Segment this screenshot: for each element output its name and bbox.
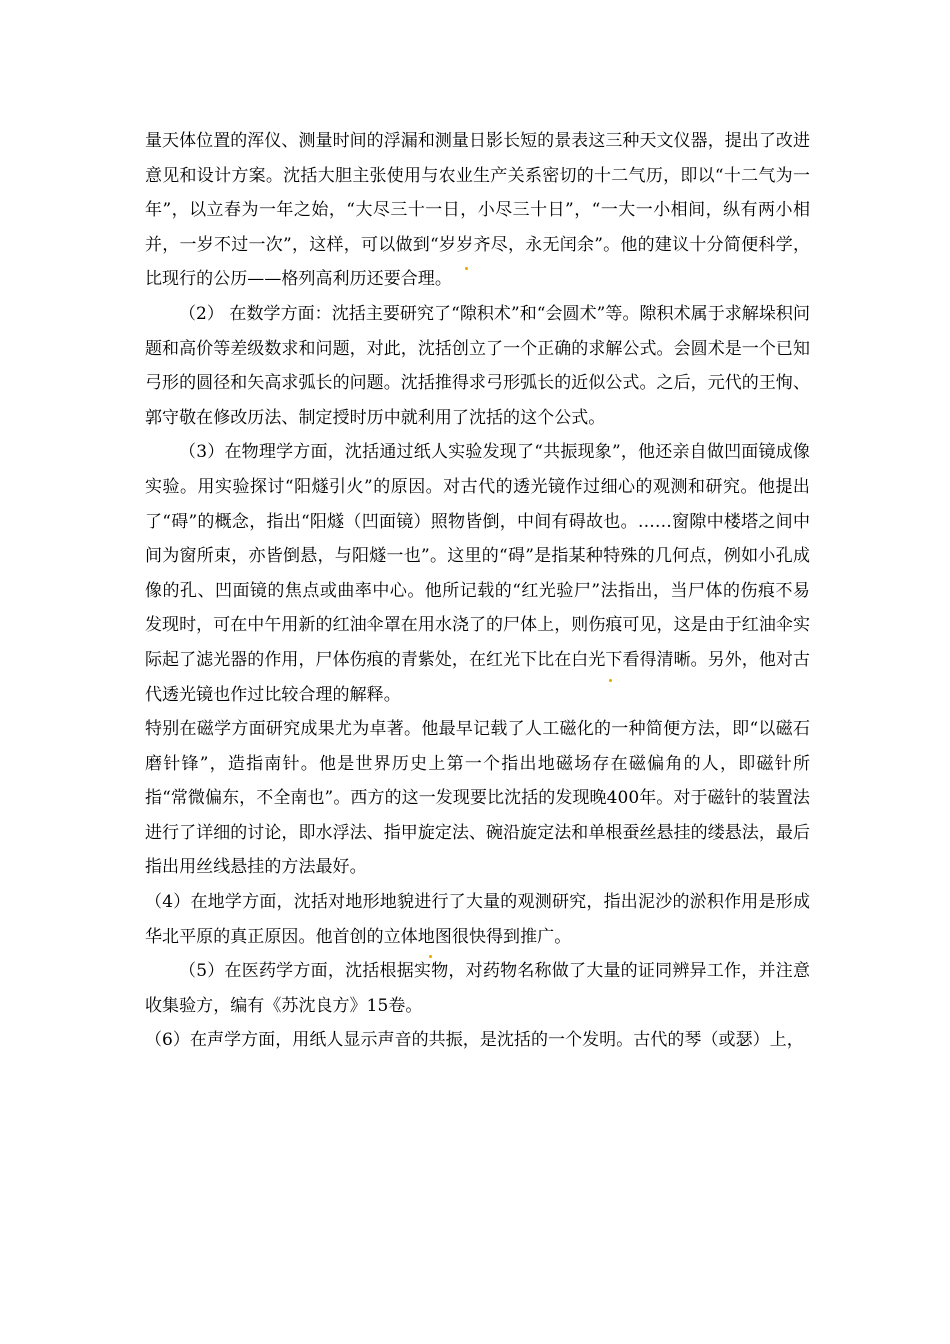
paragraph-astronomy-continued: 量天体位置的浑仪、测量时间的浮漏和测量日影长短的景表这三种天文仪器，提出了改进意见和设计方案。沈括大胆主张使用与农业生产关系密切的十二气历，即以“十二气为一年”，以立春为一年之始，“大尽三十一日，小尽三十日”，“一大一小相间，纵有两小相并，一岁不过一次”，这样，可以做到“岁岁齐尽，永无闰余”。他的建议十分简便科学，比现行的公历——格列高利历还要合理。 [145, 131, 810, 290]
paragraph-medicine: （5）在医药学方面，沈括根据实物，对药物名称做了大量的证同辨异工作，并注意收集验方，编有《苏沈良方》15卷。 [145, 961, 810, 1016]
paragraph-geology: （4）在地学方面，沈括对地形地貌进行了大量的观测研究，指出泥沙的淤积作用是形成华北平原的真正原因。他首创的立体地图很快得到推广。 [145, 892, 810, 947]
paragraph-acoustics: （6）在声学方面，用纸人显示声音的共振，是沈括的一个发明。古代的琴（或瑟）上， [145, 1030, 804, 1051]
paragraph-magnetism: 特别在磁学方面研究成果尤为卓著。他最早记载了人工磁化的一种简便方法，即“以磁石磨针锋”，造指南针。他是世界历史上第一个指出地磁场存在磁偏角的人，即磁针所指“常微偏东，不全南也”。西方的这一发现要比沈括的发现晚400年。对于磁针的装置法进行了详细的讨论，即水浮法、指甲旋定法、碗沿旋定法和单根蚕丝悬挂的缕悬法，最后指出用丝线悬挂的方法最好。 [145, 719, 810, 878]
paragraph-physics: （3）在物理学方面，沈括通过纸人实验发现了“共振现象”，他还亲自做凹面镜成像实验。用实验探讨“阳燧引火”的原因。对古代的透光镜作过细心的观测和研究。他提出了“碍”的概念，指出“阳燧（凹面镜）照物皆倒，中间有碍故也。……窗隙中楼塔之间中间为窗所束，亦皆倒悬，与阳燧一也”。这里的“碍”是指某种特殊的几何点，例如小孔成像的孔、凹面镜的焦点或曲率中心。他所记载的“红光验尸”法指出，当尸体的伤痕不易发现时，可在中午用新的红油伞罩在用水浇了的尸体上，则伤痕可见，这是由于红油伞实际起了滤光器的作用，尸体伤痕的青紫处，在红光下比在白光下看得清晰。另外，他对古代透光镜也作过比较合理的解释。 [145, 442, 810, 705]
scan-mark-dot [465, 267, 468, 270]
paragraph-mathematics: （2） 在数学方面：沈括主要研究了“隙积术”和“会圆术”等。隙积术属于求解垛积问题和高价等差级数求和问题，对此，沈括创立了一个正确的求解公式。会圆术是一个已知弓形的圆径和矢高求弧长的问题。沈括推得求弓形弧长的近似公式。之后，元代的王恂、郭守敬在修改历法、制定授时历中就利用了沈括的这个公式。 [145, 303, 810, 428]
document-body [145, 124, 810, 1058]
scan-mark-dot [429, 955, 432, 958]
scan-mark-dot [609, 679, 612, 682]
